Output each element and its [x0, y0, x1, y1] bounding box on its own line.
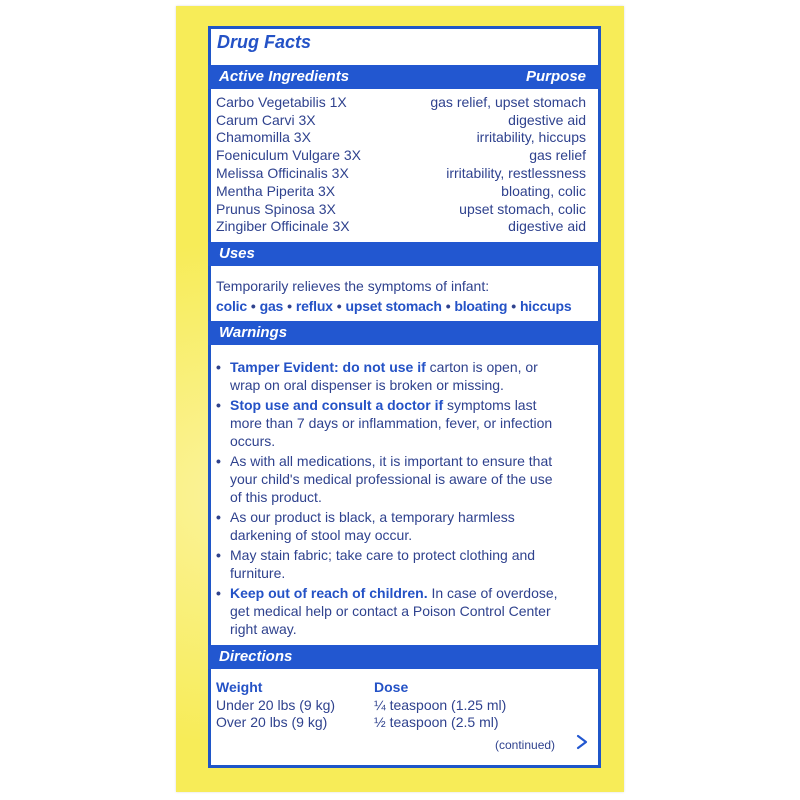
warning-text: your child's medical professional is aware of the use [230, 471, 553, 487]
use-item: colic [216, 298, 247, 314]
use-item: gas [259, 298, 284, 314]
ingredient-purpose: upset stomach, colic [459, 201, 586, 217]
ingredient-row [216, 128, 586, 146]
warning-text: In case of overdose, [427, 585, 558, 601]
warnings-header [208, 321, 601, 345]
ingredient-purpose: gas relief, upset stomach [430, 94, 586, 110]
chevron-right-icon [573, 733, 591, 751]
ingredient-row [216, 182, 586, 200]
warning-item [216, 508, 588, 544]
separator-dot: • [287, 298, 292, 314]
ingredient-purpose: irritability, restlessness [446, 165, 586, 181]
ingredient-purpose: bloating, colic [501, 183, 586, 199]
warning-bold: Keep out of reach of children. [230, 585, 428, 601]
warning-text: wrap on oral dispenser is broken or missing. [230, 377, 504, 393]
ingredient-name: Foeniculum Vulgare 3X [216, 147, 362, 163]
uses-list [216, 298, 571, 314]
warning-item [216, 546, 588, 582]
warning-bold: Stop use and consult a doctor if [230, 397, 444, 413]
weight-cell: Over 20 lbs (9 kg) [216, 714, 328, 730]
uses-header-label: Uses [219, 245, 255, 262]
separator-dot: • [511, 298, 516, 314]
ingredient-purpose: irritability, hiccups [476, 129, 586, 145]
warning-item [216, 584, 588, 638]
warning-text: May stain fabric; take care to protect clothing and [230, 547, 536, 563]
ingredient-name: Carum Carvi 3X [216, 112, 316, 128]
bullet-icon: • [216, 359, 221, 375]
warning-item [216, 358, 588, 394]
warning-text: of this product. [230, 489, 322, 505]
warning-text: right away. [230, 621, 297, 637]
ingredient-row [216, 164, 586, 182]
dose-column-header: Dose [374, 679, 409, 695]
ingredient-name: Melissa Officinalis 3X [216, 165, 349, 181]
warning-item [216, 452, 588, 506]
directions-header [208, 645, 601, 669]
ingredients-header [208, 65, 601, 89]
use-item: bloating [454, 298, 508, 314]
ingredient-row [216, 146, 586, 164]
ingredient-row [216, 111, 586, 129]
use-item: upset stomach [345, 298, 442, 314]
use-item: hiccups [519, 298, 572, 314]
ingredient-row [216, 200, 586, 218]
page-title: Drug Facts [217, 32, 312, 52]
warnings-header-label: Warnings [219, 324, 288, 341]
warning-text: furniture. [230, 565, 286, 581]
ingredients-header-left: Active Ingredients [219, 68, 350, 85]
ingredient-name: Zingiber Officinale 3X [216, 218, 350, 234]
continued-label: (continued) [495, 738, 556, 752]
separator-dot: • [250, 298, 256, 314]
ingredient-purpose: gas relief [529, 147, 586, 163]
bullet-icon: • [216, 547, 221, 563]
warning-text: As with all medications, it is important to ensure that [230, 453, 553, 469]
bullet-icon: • [216, 397, 221, 413]
ingredient-name: Mentha Piperita 3X [216, 183, 336, 199]
ingredient-row [216, 93, 586, 111]
separator-dot: • [445, 298, 451, 314]
warning-text: symptoms last [443, 397, 537, 413]
warning-text: darkening of stool may occur. [230, 527, 413, 543]
warning-item [216, 396, 588, 450]
bullet-icon: • [216, 453, 221, 469]
bullet-icon: • [216, 509, 221, 525]
ingredient-purpose: digestive aid [508, 218, 586, 234]
weight-cell: Under 20 lbs (9 kg) [216, 697, 336, 713]
dose-cell: ¼ teaspoon (1.25 ml) [374, 697, 507, 713]
ingredient-row [216, 217, 586, 235]
uses-text: Temporarily relieves the symptoms of infant: [216, 278, 490, 294]
directions-header-label: Directions [219, 648, 293, 665]
separator-dot: • [336, 298, 342, 314]
bullet-icon: • [216, 585, 221, 601]
ingredient-purpose: digestive aid [508, 112, 586, 128]
use-item: reflux [295, 298, 333, 314]
ingredient-name: Carbo Vegetabilis 1X [216, 94, 347, 110]
uses-header [208, 242, 601, 266]
ingredient-name: Chamomilla 3X [216, 129, 311, 145]
dose-cell: ½ teaspoon (2.5 ml) [374, 714, 499, 730]
warning-text: As our product is black, a temporary harmless [230, 509, 515, 525]
ingredients-header-right: Purpose [525, 68, 586, 85]
warning-text: carton is open, or [425, 359, 538, 375]
weight-column-header: Weight [216, 679, 263, 695]
warning-bold: Tamper Evident: do not use if [230, 359, 426, 375]
warning-text: occurs. [230, 433, 276, 449]
ingredient-name: Prunus Spinosa 3X [216, 201, 336, 217]
warning-text: get medical help or contact a Poison Control Center [230, 603, 551, 619]
warning-text: more than 7 days or inflammation, fever, or infection [230, 415, 553, 431]
